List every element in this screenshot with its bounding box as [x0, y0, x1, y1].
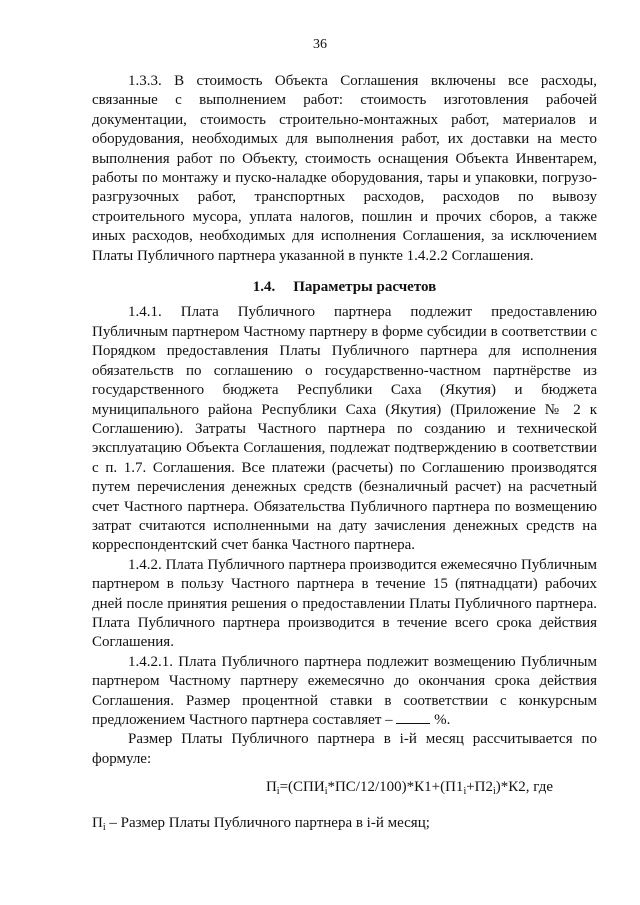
rate-blank [396, 711, 430, 724]
paragraph-1-4-2: 1.4.2. Плата Публичного партнера производится ежемесячно Публичным партнером в пользу Частного партнера в течение 15 (пятнадцати) рабочих дней после принятия решения о предоставлении Платы Публичного партнера. Плата Публичного партнера производится в течение всего срока действия Соглашения. [92, 556, 597, 651]
document-body [92, 72, 597, 833]
definition-line [92, 814, 597, 833]
paragraph-1-4-1: 1.4.1. Плата Публичного партнера подлежит предоставлению Публичным партнером Частному партнеру в форме субсидии в соответствии с Порядком предоставления Платы Публичного партнера для исполнения обязательств по соглашению о государственно-частном партнёрстве из государственного бюджета Республики Саха (Якутия) и бюджета муниципального района Республики Саха (Якутия) (Приложение № 2 к Соглашению). Затраты Частного партнера по созданию и технической эксплуатацию Объекта Соглашения, подлежат подтверждению в соответствии с п. 1.7. Соглашения. Все платежи (расчеты) по Соглашению производятся путем перечисления денежных средств (безналичный расчет) на расчетный счет Частного партнера. Обязательства Публичного партнера по возмещению затрат считаются исполненными на дату зачисления денежных средств на корреспондентский счет банка Частного партнера. [92, 304, 597, 554]
percent-sign: %. [430, 712, 451, 728]
formula-subscript: i [463, 786, 467, 798]
formula-part: *ПС/12/100)*К1+(П1 [327, 779, 464, 796]
formula-symbol-p: П [265, 779, 277, 796]
payment-formula [92, 778, 597, 797]
paragraph-1-4-2-1-text: 1.4.2.1. Плата Публичного партнера подлежит возмещению Публичным партнером Частному партнеру ежемесячно до окончания срока действия Соглашения. Размер процентной ставки в соответствии с конкурсным предложением Частного партнера составляет – [92, 653, 597, 728]
formula-subscript: i [493, 786, 496, 798]
paragraph-formula-intro: Размер Платы Публичного партнера в i-й месяц рассчитывается по формуле: [92, 731, 597, 767]
formula-part: +П2 [466, 779, 494, 796]
definition-symbol: П [92, 814, 103, 831]
definition-subscript: i [102, 821, 106, 833]
formula-part: =(СПИ [279, 779, 325, 796]
section-heading [92, 278, 597, 297]
page-number: 36 [313, 37, 327, 52]
definition-text: – Размер Платы Публичного партнера в i-й месяц; [105, 814, 430, 831]
paragraph-1-3-3: 1.3.3. В стоимость Объекта Соглашения включены все расходы, связанные с выполнением работ: стоимость изготовления рабочей документации, стоимость строительно-монтажных работ, материалов и оборудования, необходимых для выполнения работ, их доставки на место выполнения работ по Объекту, стоимость оснащения Объекта Инвентарем, работы по монтажу и пуско-наладке оборудования, тары и упаковки, погрузо-разгрузочных работ, транспортных расходов, расходов по вывозу строительного мусора, уплата налогов, пошлин и прочих сборов, а также иных расходов, необходимых для исполнения Соглашения, за исключением Платы Публичного партнера указанной в пункте 1.4.2.2 Соглашения. [92, 73, 597, 264]
formula-subscript: i [324, 786, 328, 798]
section-number: 1.4. [252, 279, 276, 296]
formula-part: )*К2, где [495, 779, 553, 796]
paragraph-1-4-2-1 [92, 653, 597, 731]
spacer [92, 798, 597, 814]
formula-subscript: i [276, 786, 280, 798]
section-title: Параметры расчетов [293, 279, 437, 296]
